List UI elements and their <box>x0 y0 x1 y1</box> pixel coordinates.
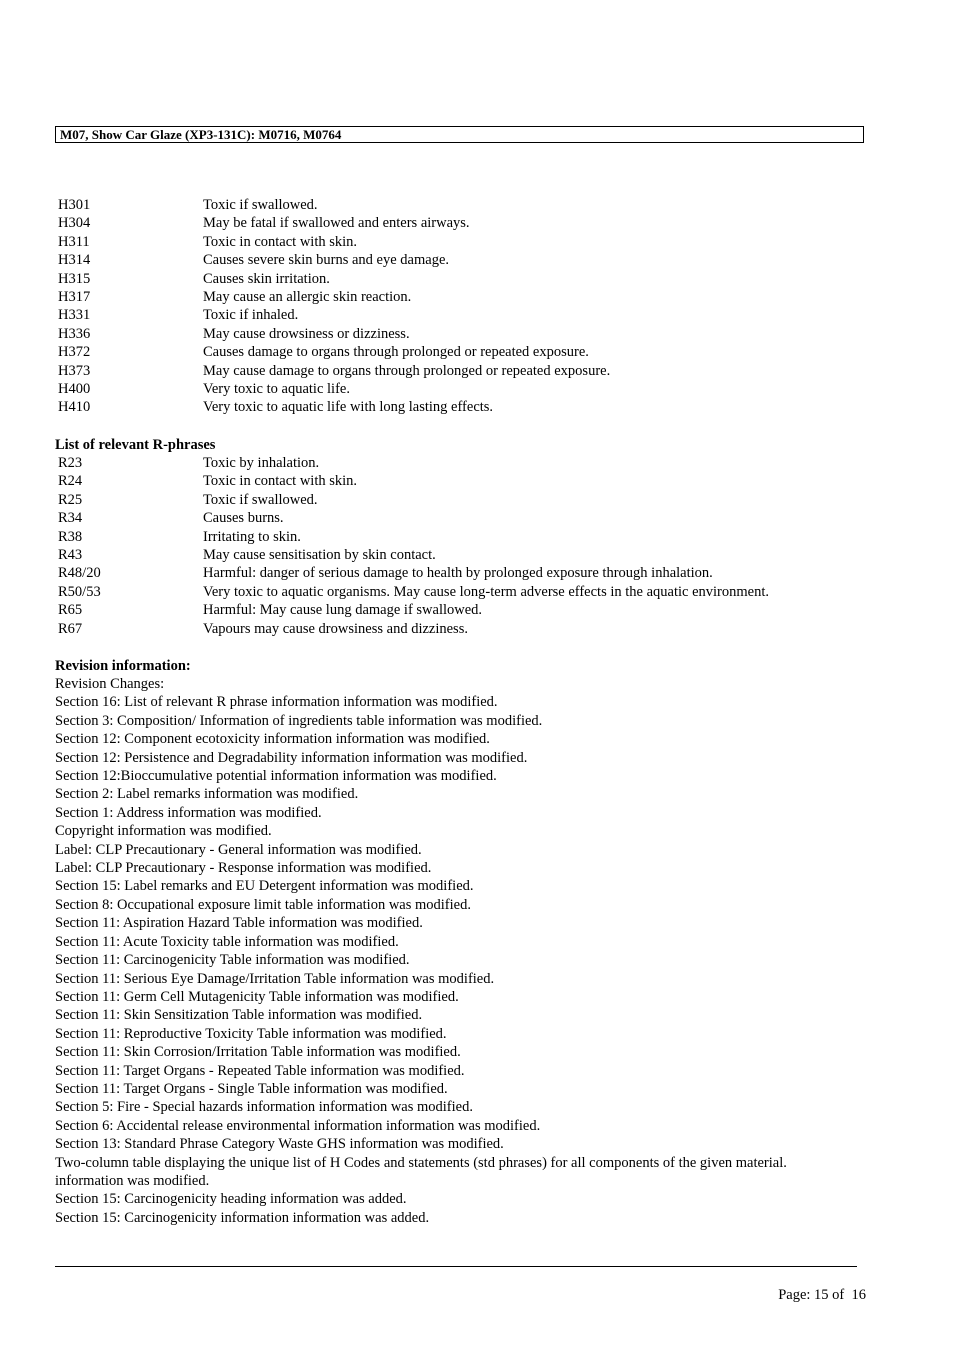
h-phrase-row <box>58 325 858 343</box>
r-code: R50/53 <box>58 583 101 600</box>
r-statement: Causes burns. <box>203 510 284 527</box>
revision-line: Section 6: Accidental release environmental information information was modified. <box>55 1117 541 1134</box>
h-statement: Causes severe skin burns and eye damage. <box>203 252 450 269</box>
revision-line: Section 11: Reproductive Toxicity Table information was modified. <box>55 1025 447 1042</box>
revision-line: Section 11: Germ Cell Mutagenicity Table information was modified. <box>55 988 459 1005</box>
r-phrases-heading: List of relevant R-phrases <box>55 437 216 453</box>
r-phrase-row <box>58 528 858 546</box>
r-statement: Harmful: May cause lung damage if swallowed. <box>203 602 483 619</box>
h-code: H372 <box>58 344 91 361</box>
r-phrase-row <box>58 620 858 638</box>
h-phrase-row <box>58 362 858 380</box>
revision-line: Section 11: Skin Corrosion/Irritation Table information was modified. <box>55 1044 461 1061</box>
h-statement: May cause an allergic skin reaction. <box>203 288 412 305</box>
h-phrase-row <box>58 251 858 269</box>
revision-line: Two-column table displaying the unique list of H Codes and statements (std phrases) for all components of the given material. information was modified. <box>55 1154 787 1189</box>
h-phrase-row <box>58 270 858 288</box>
h-statement: May be fatal if swallowed and enters airways. <box>203 215 470 232</box>
h-code: H331 <box>58 307 91 324</box>
r-code: R34 <box>58 510 83 527</box>
page-number: Page: 15 of 16 <box>778 1287 866 1303</box>
r-code: R67 <box>58 620 83 637</box>
h-code: H410 <box>58 399 91 416</box>
r-statement: Toxic by inhalation. <box>203 455 320 471</box>
footer-divider <box>55 1266 857 1267</box>
r-phrase-row <box>58 454 858 472</box>
h-code: H304 <box>58 215 91 232</box>
r-phrase-row <box>58 491 858 509</box>
r-phrase-row <box>58 564 858 582</box>
h-code: H311 <box>58 233 90 250</box>
r-code: R25 <box>58 491 83 508</box>
h-code: H373 <box>58 362 91 379</box>
r-phrase-list <box>58 454 858 638</box>
h-statement: Toxic in contact with skin. <box>203 233 358 250</box>
revision-line: Section 5: Fire - Special hazards information information was modified. <box>55 1099 473 1116</box>
r-phrase-row <box>58 583 858 601</box>
revision-line: Section 11: Skin Sensitization Table information was modified. <box>55 1007 423 1024</box>
r-code: R23 <box>58 455 83 471</box>
r-phrase-row <box>58 546 858 564</box>
revision-line: Section 12: Component ecotoxicity information information was modified. <box>55 731 490 748</box>
revision-line: Section 2: Label remarks information was modified. <box>55 786 359 803</box>
revision-line: Section 11: Acute Toxicity table information was modified. <box>55 933 399 950</box>
h-code: H336 <box>58 325 91 342</box>
h-statement: Causes damage to organs through prolonged or repeated exposure. <box>203 344 589 361</box>
r-statement: Toxic if swallowed. <box>203 491 318 508</box>
h-phrase-row <box>58 214 858 232</box>
r-phrase-row <box>58 509 858 527</box>
r-phrase-row <box>58 472 858 490</box>
revision-line: Section 13: Standard Phrase Category Waste GHS information was modified. <box>55 1136 504 1153</box>
r-statement: Irritating to skin. <box>203 528 301 545</box>
r-statement: May cause sensitisation by skin contact. <box>203 546 436 563</box>
document-title: M07, Show Car Glaze (XP3-131C): M0716, M0764 <box>55 126 864 143</box>
h-statement: Toxic if swallowed. <box>203 197 318 213</box>
h-statement: May cause drowsiness or dizziness. <box>203 325 410 342</box>
revision-line: Section 11: Target Organs - Single Table information was modified. <box>55 1080 448 1097</box>
r-code: R65 <box>58 602 83 619</box>
r-code: R48/20 <box>58 565 101 582</box>
revision-line: Section 15: Label remarks and EU Detergent information was modified. <box>55 878 474 895</box>
revision-heading: Revision information: <box>55 658 191 674</box>
h-phrase-row <box>58 306 858 324</box>
revision-line: Section 11: Serious Eye Damage/Irritation Table information was modified. <box>55 970 495 987</box>
revision-line: Section 11: Carcinogenicity Table information was modified. <box>55 952 410 969</box>
revision-line: Section 12: Persistence and Degradability information information was modified. <box>55 749 528 766</box>
revision-line: Section 8: Occupational exposure limit table information was modified. <box>55 896 471 913</box>
h-phrase-list <box>58 196 858 417</box>
h-statement: May cause damage to organs through prolonged or repeated exposure. <box>203 362 611 379</box>
revision-line: Section 15: Carcinogenicity information information was added. <box>55 1209 430 1226</box>
r-code: R38 <box>58 528 83 545</box>
revision-line: Copyright information was modified. <box>55 823 272 840</box>
h-code: H317 <box>58 288 91 305</box>
h-phrase-row <box>58 196 858 214</box>
revision-changes-list <box>55 675 845 1227</box>
r-code: R24 <box>58 473 83 490</box>
revision-line: Revision Changes: <box>55 676 165 692</box>
h-code: H301 <box>58 197 91 213</box>
revision-line: Section 11: Aspiration Hazard Table information was modified. <box>55 915 423 932</box>
h-phrase-row <box>58 380 858 398</box>
h-statement: Very toxic to aquatic life with long lasting effects. <box>203 399 494 416</box>
revision-line: Section 3: Composition/ Information of ingredients table information was modified. <box>55 712 543 729</box>
h-statement: Toxic if inhaled. <box>203 307 299 324</box>
revision-line: Section 1: Address information was modified. <box>55 804 322 821</box>
r-code: R43 <box>58 546 83 563</box>
h-phrase-row <box>58 288 858 306</box>
h-code: H400 <box>58 380 91 397</box>
h-code: H314 <box>58 252 91 269</box>
h-phrase-row <box>58 343 858 361</box>
h-phrase-row <box>58 398 858 416</box>
revision-line: Section 12:Bioccumulative potential information information was modified. <box>55 768 497 785</box>
r-statement: Harmful: danger of serious damage to health by prolonged exposure through inhalation. <box>203 565 713 582</box>
revision-line: Section 15: Carcinogenicity heading information was added. <box>55 1191 407 1208</box>
r-statement: Very toxic to aquatic organisms. May cause long-term adverse effects in the aquatic environment. <box>203 583 769 600</box>
h-statement: Very toxic to aquatic life. <box>203 380 350 397</box>
r-phrase-row <box>58 601 858 619</box>
r-statement: Vapours may cause drowsiness and dizziness. <box>203 620 468 637</box>
r-statement: Toxic in contact with skin. <box>203 473 358 490</box>
h-code: H315 <box>58 270 91 287</box>
revision-line: Section 16: List of relevant R phrase information information was modified. <box>55 694 498 711</box>
revision-line: Section 11: Target Organs - Repeated Table information was modified. <box>55 1062 465 1079</box>
h-statement: Causes skin irritation. <box>203 270 330 287</box>
revision-line: Label: CLP Precautionary - General information was modified. <box>55 841 422 858</box>
revision-line: Label: CLP Precautionary - Response information was modified. <box>55 860 432 877</box>
h-phrase-row <box>58 233 858 251</box>
